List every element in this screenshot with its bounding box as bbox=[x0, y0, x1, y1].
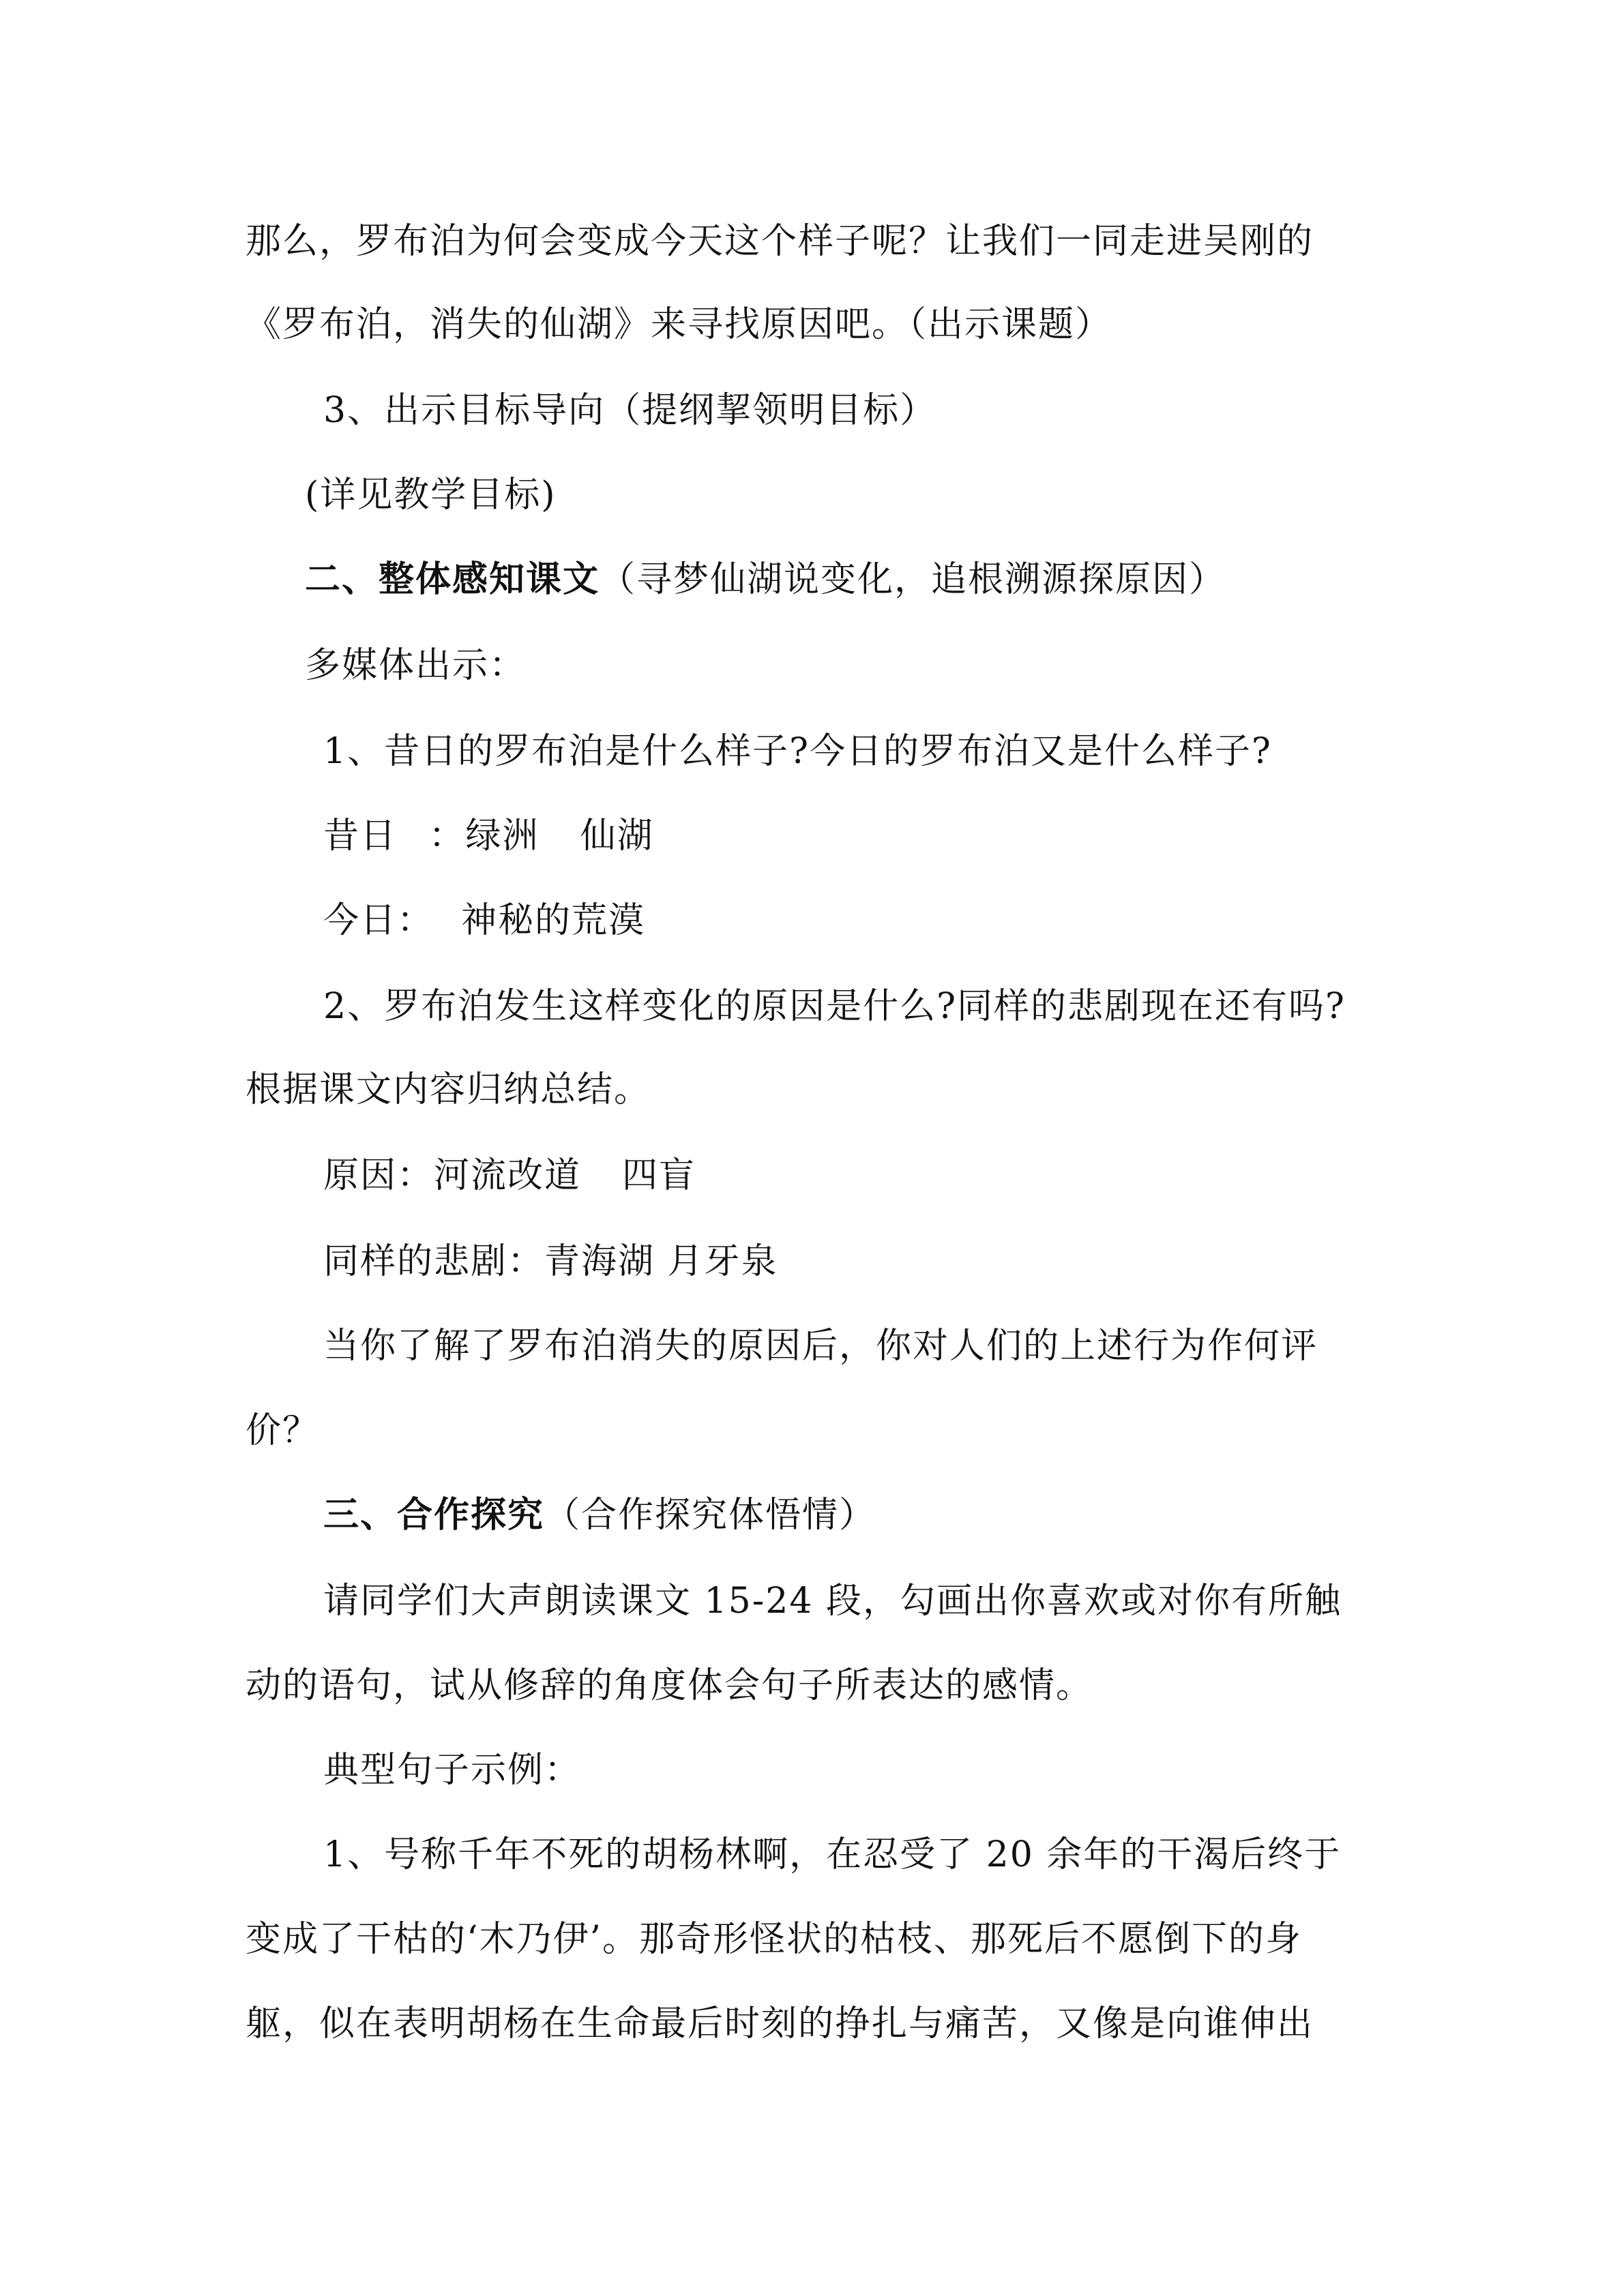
paragraph-line: 请同学们大声朗读课文 15-24 段，勾画出你喜欢或对你有所触 bbox=[323, 1581, 1342, 1622]
today-label: 今日： bbox=[323, 900, 434, 941]
today-value: 神秘的荒漠 bbox=[461, 900, 646, 941]
past-value-1: ：绿洲 bbox=[428, 816, 540, 856]
section-heading-3-note: （合作探究体悟情） bbox=[544, 1495, 876, 1536]
paragraph-line: 变成了干枯的‘木乃伊’。那奇形怪状的枯枝、那死后不愿倒下的身 bbox=[246, 1919, 1303, 1960]
cause-value-2: 四盲 bbox=[622, 1155, 696, 1196]
section-heading-line bbox=[305, 559, 1226, 600]
paragraph-line: 动的语句，试从修辞的角度体会句子所表达的感情。 bbox=[246, 1665, 1093, 1706]
cause-value-1: 原因：河流改道 bbox=[323, 1155, 582, 1196]
past-label: 昔日 bbox=[323, 816, 398, 856]
past-row bbox=[323, 816, 654, 856]
paragraph-line: 根据课文内容归纳总结。 bbox=[246, 1069, 651, 1110]
paragraph-line: 价？ bbox=[246, 1410, 320, 1451]
today-row bbox=[323, 900, 645, 941]
section-heading-line bbox=[323, 1495, 876, 1536]
section-heading-3: 三、合作探究 bbox=[323, 1494, 545, 1536]
paragraph-line: 1、号称千年不死的胡杨林啊，在忍受了 20 余年的干渴后终于 bbox=[323, 1834, 1342, 1875]
paragraph-line: 典型句子示例： bbox=[323, 1750, 582, 1791]
paragraph-line: 3、出示目标导向（提纲挈领明目标） bbox=[323, 390, 937, 431]
paragraph-line: 躯，似在表明胡杨在生命最后时刻的挣扎与痛苦，又像是向谁伸出 bbox=[246, 2003, 1314, 2044]
paragraph-line: (详见教学目标) bbox=[305, 475, 557, 516]
paragraph-line: 那么，罗布泊为何会变成今天这个样子呢？让我们一同走进吴刚的 bbox=[246, 221, 1314, 262]
paragraph-line: 多媒体出示： bbox=[305, 645, 527, 686]
paragraph-line: 1、昔日的罗布泊是什么样子?今日的罗布泊又是什么样子? bbox=[323, 731, 1272, 772]
paragraph-line: 2、罗布泊发生这样变化的原因是什么?同样的悲剧现在还有吗? bbox=[323, 986, 1346, 1027]
paragraph-line: 同样的悲剧：青海湖 月牙泉 bbox=[323, 1241, 778, 1282]
past-value-2: 仙湖 bbox=[580, 816, 654, 856]
section-heading-2-note: （寻梦仙湖说变化，追根溯源探原因） bbox=[600, 559, 1226, 600]
paragraph-line: 当你了解了罗布泊消失的原因后，你对人们的上述行为作何评 bbox=[323, 1326, 1318, 1367]
section-heading-2: 二、整体感知课文 bbox=[305, 558, 600, 600]
cause-row bbox=[323, 1155, 696, 1196]
paragraph-line: 《罗布泊，消失的仙湖》来寻找原因吧。（出示课题） bbox=[246, 304, 1112, 345]
